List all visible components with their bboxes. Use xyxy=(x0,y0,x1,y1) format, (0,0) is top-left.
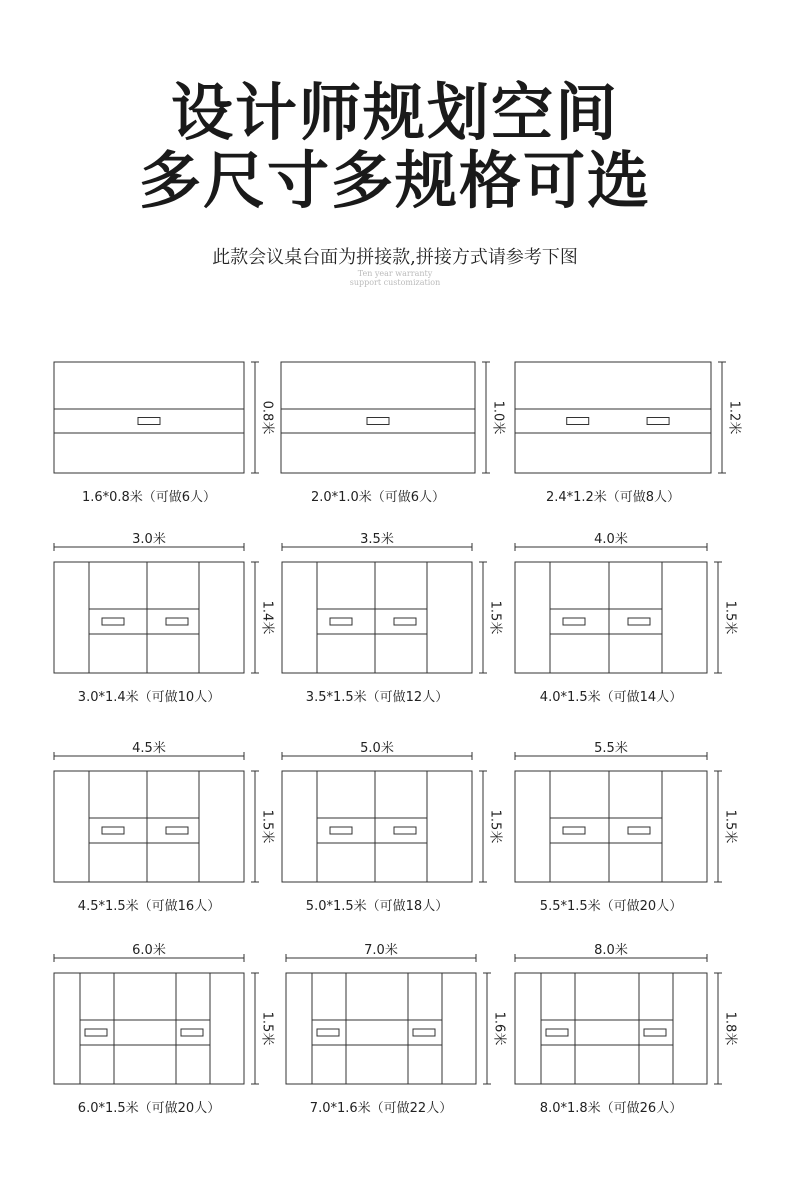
table-t8 xyxy=(282,740,504,914)
table-caption: 4.5*1.5米（可做16人） xyxy=(77,899,221,914)
height-label: 1.5米 xyxy=(487,600,503,635)
english-tagline-1: Ten year warranty xyxy=(357,269,433,278)
length-label: 3.5米 xyxy=(360,532,394,547)
cable-box xyxy=(102,827,124,834)
height-label: 1.5米 xyxy=(487,809,503,844)
cable-box xyxy=(647,418,669,425)
table-t9 xyxy=(515,740,739,914)
cable-box xyxy=(394,618,416,625)
length-label: 3.0米 xyxy=(132,532,166,547)
table-t5 xyxy=(282,531,504,705)
cable-box xyxy=(166,827,188,834)
table-t7 xyxy=(54,740,276,914)
height-label: 1.0米 xyxy=(490,400,506,435)
height-label: 1.5米 xyxy=(722,809,738,844)
table-caption: 7.0*1.6米（可做22人） xyxy=(309,1101,453,1116)
headline-line-2: 多尺寸多规格可选 xyxy=(138,144,651,217)
table-outline xyxy=(282,771,472,882)
cable-box xyxy=(413,1029,435,1036)
table-caption: 3.0*1.4米（可做10人） xyxy=(77,690,221,705)
height-label: 1.5米 xyxy=(259,1011,275,1046)
table-outline xyxy=(515,562,707,673)
table-t12 xyxy=(515,942,739,1116)
table-caption: 5.0*1.5米（可做18人） xyxy=(305,899,449,914)
height-label: 0.8米 xyxy=(259,400,275,435)
table-outline xyxy=(54,771,244,882)
cable-box xyxy=(563,618,585,625)
english-tagline-2: support customization xyxy=(349,278,441,287)
table-caption: 2.0*1.0米（可做6人） xyxy=(310,490,446,505)
height-label: 1.2米 xyxy=(726,400,742,435)
table-t11 xyxy=(286,942,508,1116)
table-caption: 3.5*1.5米（可做12人） xyxy=(305,690,449,705)
subtitle: 此款会议桌台面为拼接款,拼接方式请参考下图 xyxy=(212,247,578,268)
cable-box xyxy=(394,827,416,834)
table-caption: 4.0*1.5米（可做14人） xyxy=(539,690,683,705)
table-caption: 6.0*1.5米（可做20人） xyxy=(77,1101,221,1116)
table-outline xyxy=(54,562,244,673)
cable-box xyxy=(330,618,352,625)
table-t3 xyxy=(515,362,743,505)
length-label: 4.0米 xyxy=(594,532,628,547)
cable-box xyxy=(546,1029,568,1036)
cable-box xyxy=(181,1029,203,1036)
height-label: 1.4米 xyxy=(259,600,275,635)
cable-box xyxy=(563,827,585,834)
table-caption: 5.5*1.5米（可做20人） xyxy=(539,899,683,914)
table-outline xyxy=(515,973,707,1084)
cable-box xyxy=(317,1029,339,1036)
cable-box xyxy=(644,1029,666,1036)
table-t4 xyxy=(54,531,276,705)
cable-box xyxy=(85,1029,107,1036)
table-caption: 8.0*1.8米（可做26人） xyxy=(539,1101,683,1116)
table-t10 xyxy=(54,942,276,1116)
table-outline xyxy=(515,771,707,882)
length-label: 8.0米 xyxy=(594,943,628,958)
length-label: 5.5米 xyxy=(594,741,628,756)
length-label: 6.0米 xyxy=(132,943,166,958)
cable-box xyxy=(367,418,389,425)
length-label: 4.5米 xyxy=(132,741,166,756)
table-caption: 2.4*1.2米（可做8人） xyxy=(545,490,681,505)
headline-line-1: 设计师规划空间 xyxy=(170,76,619,149)
table-outline xyxy=(54,973,244,1084)
cable-box xyxy=(330,827,352,834)
table-t1 xyxy=(54,362,276,505)
cable-box xyxy=(567,418,589,425)
height-label: 1.6米 xyxy=(491,1011,507,1046)
table-outline xyxy=(286,973,476,1084)
length-label: 7.0米 xyxy=(364,943,398,958)
cable-box xyxy=(166,618,188,625)
height-label: 1.8米 xyxy=(722,1011,738,1046)
height-label: 1.5米 xyxy=(722,600,738,635)
table-t6 xyxy=(515,531,739,705)
table-t2 xyxy=(281,362,507,505)
table-outline xyxy=(282,562,472,673)
table-caption: 1.6*0.8米（可做6人） xyxy=(81,490,217,505)
cable-box xyxy=(628,618,650,625)
table-outline xyxy=(515,362,711,473)
cable-box xyxy=(628,827,650,834)
height-label: 1.5米 xyxy=(259,809,275,844)
cable-box xyxy=(138,418,160,425)
cable-box xyxy=(102,618,124,625)
length-label: 5.0米 xyxy=(360,741,394,756)
